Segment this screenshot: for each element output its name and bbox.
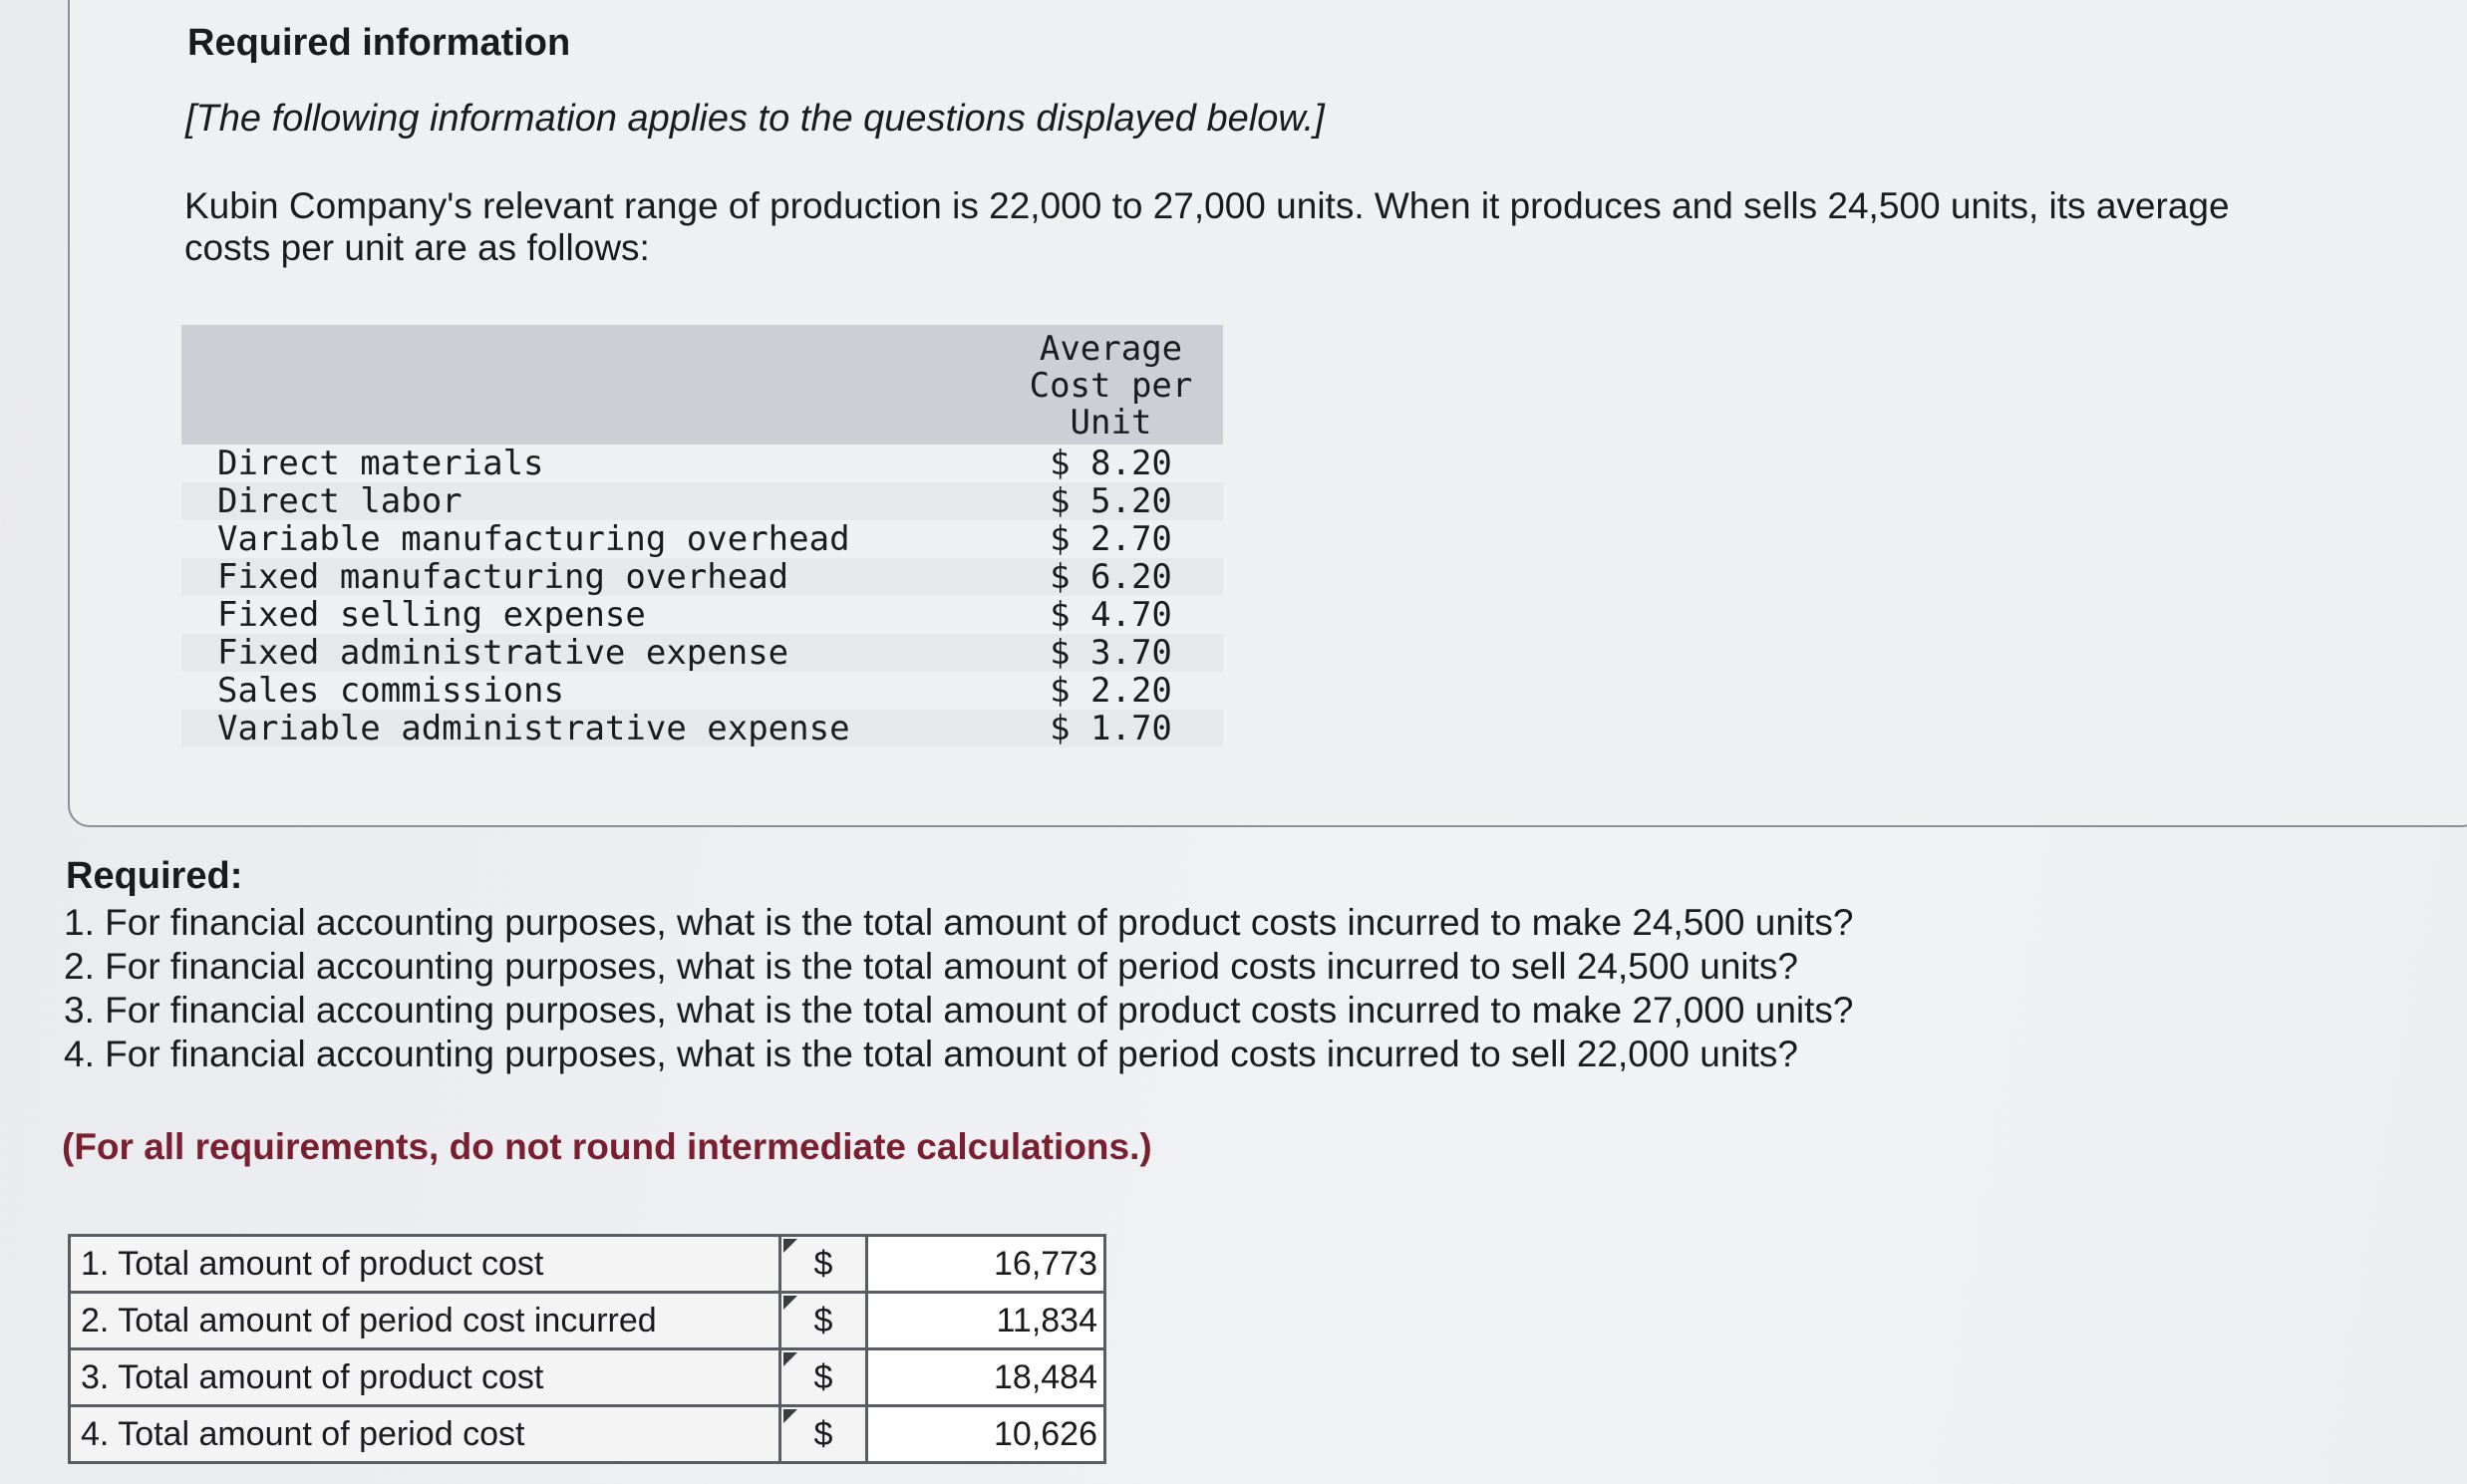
currency-symbol: $ [780, 1349, 867, 1406]
required-heading: Required: [66, 855, 243, 897]
answer-input[interactable]: 18,484 [867, 1349, 1105, 1406]
answer-table [68, 1234, 1106, 1464]
average-cost-table [181, 325, 1223, 747]
answer-label: 2. Total amount of period cost incurred [70, 1293, 780, 1349]
cost-amount: $ 4.70 [1050, 595, 1172, 635]
cost-row [181, 634, 1223, 672]
cost-item: Direct materials [217, 444, 544, 483]
answer-row [70, 1293, 1105, 1349]
cost-item: Variable manufacturing overhead [217, 519, 850, 559]
answer-input[interactable]: 11,834 [867, 1293, 1105, 1349]
cost-table-header [181, 325, 1223, 445]
intro-text: Kubin Company's relevant range of production is 22,000 to 27,000 units. When it produces and sells 24,500 units, its average costs per unit are as follows: [184, 185, 2230, 268]
currency-symbol: $ [780, 1293, 867, 1349]
answer-label: 1. Total amount of product cost [70, 1236, 780, 1293]
answer-input[interactable]: 10,626 [867, 1406, 1105, 1463]
rounding-note: (For all requirements, do not round intermediate calculations.) [62, 1126, 1152, 1167]
question-item: 2. For financial accounting purposes, what is the total amount of period costs incurred to sell 24,500 units? [64, 946, 1798, 987]
cost-item: Fixed manufacturing overhead [217, 557, 789, 597]
cost-item: Fixed selling expense [217, 595, 646, 635]
currency-symbol: $ [780, 1406, 867, 1463]
cost-row [181, 596, 1223, 634]
cost-amount: $ 8.20 [1050, 444, 1172, 483]
currency-symbol: $ [780, 1236, 867, 1293]
average-cost-column-header: Average Cost per Unit [1029, 329, 1193, 443]
applies-note: [The following information applies to the questions displayed below.] [185, 98, 1325, 140]
cost-amount: $ 2.20 [1050, 671, 1172, 711]
cost-item: Fixed administrative expense [217, 633, 789, 673]
cost-row [181, 558, 1223, 596]
cost-amount: $ 3.70 [1050, 633, 1172, 673]
cost-amount: $ 1.70 [1050, 709, 1172, 748]
answer-label: 3. Total amount of product cost [70, 1349, 780, 1406]
header-blank-cell [181, 325, 999, 445]
cost-row [181, 520, 1223, 558]
cost-item: Variable administrative expense [217, 709, 850, 748]
cost-item: Sales commissions [217, 671, 564, 711]
cost-row [181, 672, 1223, 710]
cost-row [181, 482, 1223, 520]
answer-row [70, 1406, 1105, 1463]
answer-row [70, 1236, 1105, 1293]
answer-input[interactable]: 16,773 [867, 1236, 1105, 1293]
cost-amount: $ 6.20 [1050, 557, 1172, 597]
answer-row [70, 1349, 1105, 1406]
question-item: 3. For financial accounting purposes, what is the total amount of product costs incurred to make 27,000 units? [64, 990, 1854, 1031]
question-list [64, 901, 1854, 1076]
answer-label: 4. Total amount of period cost [70, 1406, 780, 1463]
question-item: 1. For financial accounting purposes, what is the total amount of product costs incurred to make 24,500 units? [64, 902, 1854, 943]
cost-amount: $ 2.70 [1050, 519, 1172, 559]
question-item: 4. For financial accounting purposes, what is the total amount of period costs incurred to sell 22,000 units? [64, 1034, 1798, 1074]
required-information-title: Required information [187, 22, 571, 64]
cost-row [181, 445, 1223, 482]
cost-item: Direct labor [217, 481, 463, 521]
cost-amount: $ 5.20 [1050, 481, 1172, 521]
cost-row [181, 710, 1223, 747]
